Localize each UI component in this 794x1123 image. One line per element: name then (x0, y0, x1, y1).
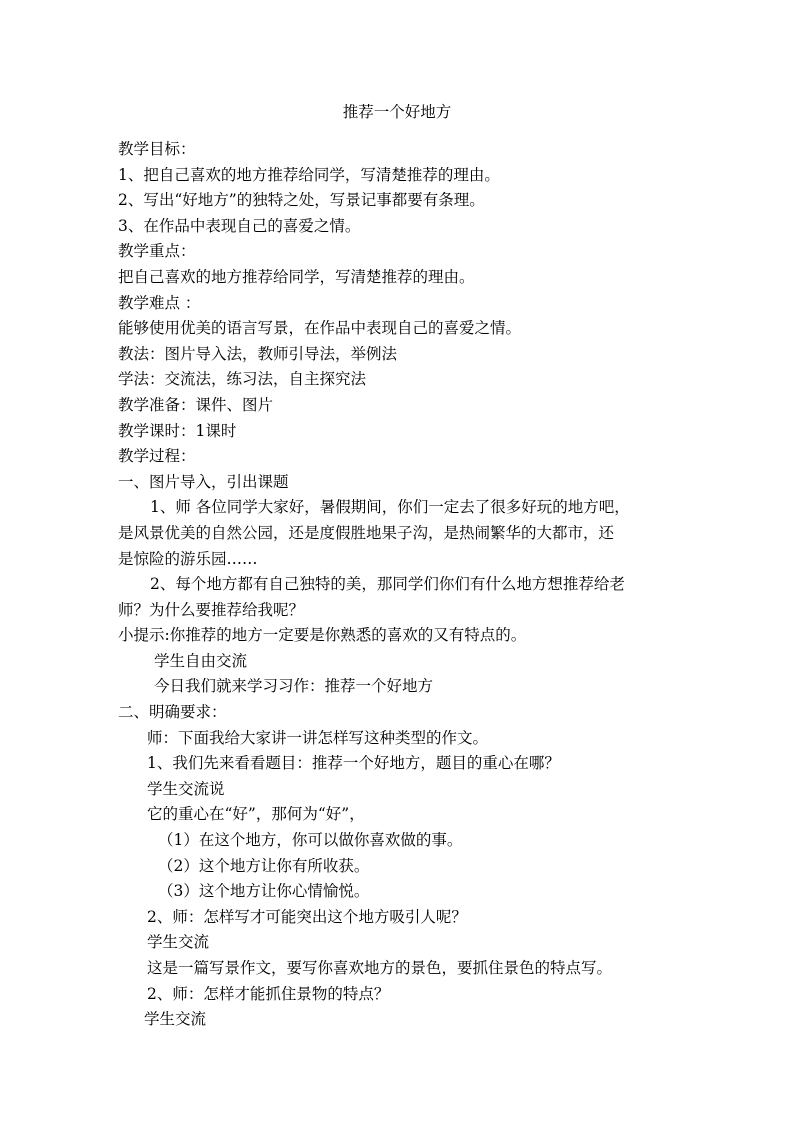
paragraph-line: 是惊险的游乐园…… (118, 549, 258, 568)
heading-difficulties: 教学难点 ： (118, 293, 201, 312)
key-point-text: 把自己喜欢的地方推荐给同学，写清楚推荐的理由。 (118, 267, 475, 286)
paragraph-line: 师：下面我给大家讲一讲怎样写这种类型的作文。 (147, 728, 489, 747)
paragraph-line: 2、每个地方都有自己独特的美，那同学们你们有什么地方想推荐给老 (150, 575, 625, 594)
heading-objectives: 教学目标： (118, 140, 196, 158)
heading-process: 教学过程： (118, 447, 196, 466)
tip-line: 小提示:你推荐的地方一定要是你熟悉的喜欢的又有特点的。 (118, 626, 527, 645)
heading-key-points: 教学重点： (118, 242, 196, 261)
paragraph-line: 1、我们先来看看题目：推荐一个好地方，题目的重心在哪？ (147, 754, 560, 773)
paragraph-line: 2、师：怎样才能抓住景物的特点？ (147, 984, 390, 1003)
section-heading: 一、图片导入，引出课题 (118, 472, 289, 491)
paragraph-line: 师？为什么要推荐给我呢？ (118, 600, 305, 619)
list-item: （2）这个地方让你有所收获。 (158, 856, 370, 875)
document-body (118, 137, 678, 1033)
objective-item: 2、写出“好地方”的独特之处，写景记事都要有条理。 (118, 191, 485, 210)
paragraph-line: 2、师：怎样写才可能突出这个地方吸引人呢？ (147, 907, 467, 926)
paragraph-line: 是风景优美的自然公园，还是度假胜地果子沟，是热闹繁华的大都市，还 (118, 523, 615, 542)
paragraph-line: 它的重心在“好”，那何为“好”， (147, 805, 365, 824)
teaching-preparation: 教学准备：课件、图片 (118, 395, 274, 414)
paragraph-line: 学生自由交流 (154, 651, 248, 670)
objective-item: 1、把自己喜欢的地方推荐给同学，写清楚推荐的理由。 (118, 165, 500, 184)
difficulty-text: 能够使用优美的语言写景，在作品中表现自己的喜爱之情。 (118, 319, 522, 338)
objective-item: 3、在作品中表现自己的喜爱之情。 (118, 216, 361, 235)
class-hours: 教学课时：1课时 (118, 421, 237, 440)
teaching-methods: 教法：图片导入法，教师引导法，举例法 (118, 344, 398, 363)
list-item: （3）这个地方让你心情愉悦。 (158, 882, 370, 901)
document-title: 推荐一个好地方 (342, 103, 452, 121)
paragraph-line: 学生交流 (144, 1010, 207, 1029)
learning-methods: 学法：交流法，练习法，自主探究法 (118, 370, 367, 389)
paragraph-line: 学生交流说 (147, 779, 225, 798)
paragraph-line: 这是一篇写景作文，要写你喜欢地方的景色，要抓住景色的特点写。 (147, 959, 613, 977)
section-heading: 二、明确要求： (118, 703, 227, 722)
paragraph-line: 今日我们就来学习习作：推荐一个好地方 (154, 677, 434, 696)
list-item: （1）在这个地方，你可以做你喜欢做的事。 (158, 831, 463, 850)
paragraph-line: 学生交流 (147, 933, 210, 952)
paragraph-line: 1、师 各位同学大家好，暑假期间，你们一定去了很多好玩的地方吧， (150, 498, 630, 517)
